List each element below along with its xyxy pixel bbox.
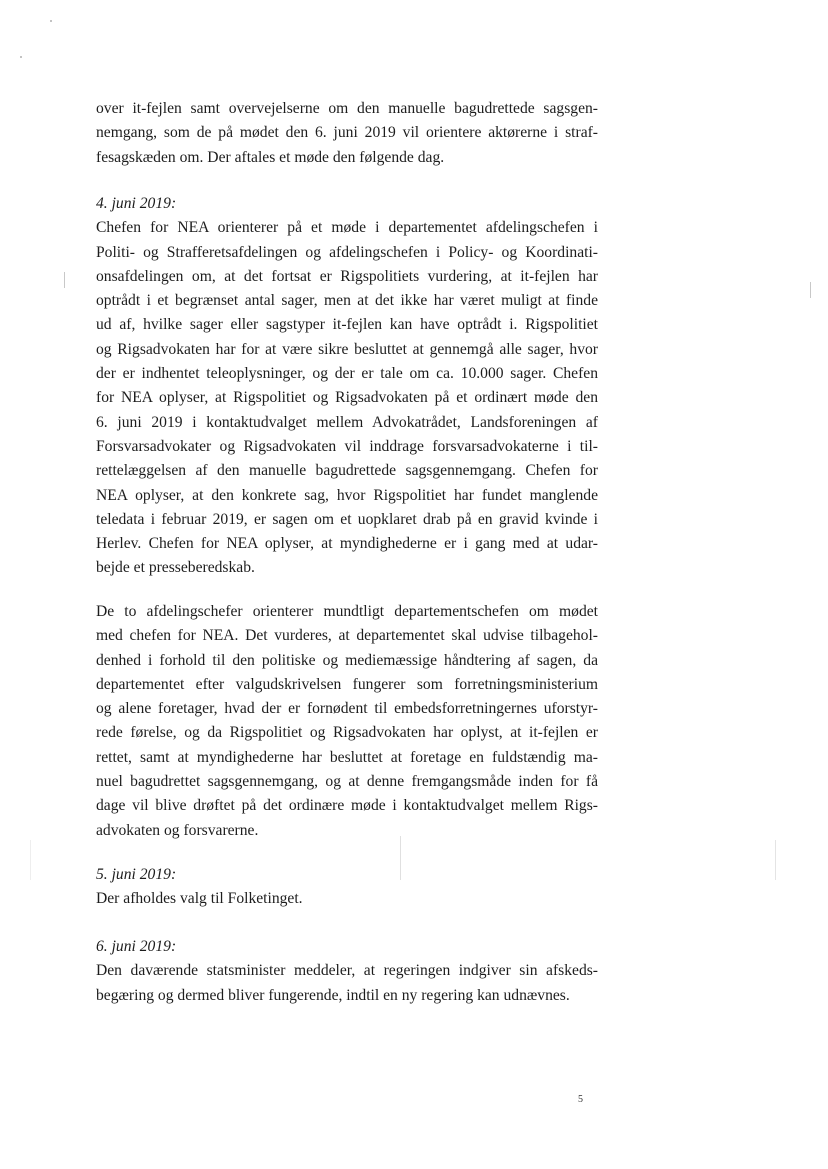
entry-june-5 (96, 863, 598, 912)
scan-speck (20, 56, 22, 58)
text-line: med chefen for NEA. Det vurderes, at departementet skal udvise tilbagehol- (96, 627, 598, 645)
text-line: Forsvarsadvokater og Rigsadvokaten vil inddrage forsvarsadvokaterne i til- (96, 437, 598, 455)
text-line: dage vil blive drøftet på det ordinære møde i kontaktudvalget mellem Rigs- (96, 797, 598, 815)
text-line: Der afholdes valg til Folketinget. (96, 890, 303, 908)
text-line: nuel bagudrettet sagsgennemgang, og at denne fremgangsmåde inden for få (96, 773, 598, 791)
text-line: og Rigsadvokaten har for at være sikre besluttet at gennemgå alle sager, hvor (96, 340, 598, 358)
scan-speck (50, 20, 52, 22)
scan-line-mark (775, 840, 776, 880)
text-line: Herlev. Chefen for NEA oplyser, at myndighederne er i gang med at udar- (96, 535, 598, 553)
text-line: rede førelse, og da Rigspolitiet og Rigsadvokaten har oplyst, at it-fejlen er (96, 724, 598, 742)
entry-date-heading: 4. juni 2019: (96, 195, 177, 212)
text-line: onsafdelingen om, at det fortsat er Rigspolitiets vurdering, at it-fejlen har (96, 267, 598, 285)
text-line: 6. juni 2019 i kontaktudvalget mellem Advokatrådet, Landsforeningen af (96, 413, 598, 431)
text-line: optrådt i et begrænset antal sager, men at det ikke har været muligt at finde (96, 292, 598, 310)
text-line: og alene foretager, hvad der er fornødent til embedsforretningernes uforstyr- (96, 700, 598, 718)
text-line: NEA oplyser, at den konkrete sag, hvor Rigspolitiet har fundet manglende (96, 486, 598, 504)
text-line: begæring og dermed bliver fungerende, indtil en ny regering kan udnævnes. (96, 986, 570, 1004)
entry-date-heading: 5. juni 2019: (96, 866, 177, 883)
text-line: teledata i februar 2019, er sagen om et uopklaret drab på en gravid kvinde i (96, 510, 598, 528)
text-line: De to afdelingschefer orienterer mundtligt departementschefen om mødet (96, 603, 598, 620)
text-line: Politi- og Strafferetsafdelingen og afdelingschefen i Policy- og Koordinati- (96, 243, 598, 261)
scan-line-mark (64, 272, 65, 288)
department-paragraph (96, 600, 598, 843)
text-line: nemgang, som de på mødet den 6. juni 2019 vil orientere aktørerne i straf- (96, 124, 598, 142)
entry-date-heading: 6. juni 2019: (96, 938, 177, 955)
intro-paragraph (96, 97, 598, 170)
text-line: der er indhentet teleoplysninger, og der er tale om ca. 10.000 sager. Chefen (96, 365, 598, 383)
page-number: 5 (578, 1094, 583, 1105)
scan-line-mark (810, 282, 811, 298)
scan-line-mark (30, 840, 31, 880)
text-line: fesagskæden om. Der aftales et møde den følgende dag. (96, 148, 445, 166)
text-line: rettet, samt at myndighederne har besluttet at foretage en fuldstændig ma- (96, 748, 598, 766)
text-line: departementet efter valgudskrivelsen fungerer som forretningsministerium (96, 675, 598, 693)
text-line: ud af, hvilke sager eller sagstyper it-fejlen kan have optrådt i. Rigspolitiet (96, 316, 598, 334)
entry-june-4 (96, 192, 598, 581)
entry-june-6 (96, 935, 598, 1008)
text-line: advokaten og forsvarerne. (96, 821, 259, 839)
text-line: Den daværende statsminister meddeler, at regeringen indgiver sin afskeds- (96, 962, 598, 980)
text-line: denhed i forhold til den politiske og mediemæssige håndtering af sagen, da (96, 651, 598, 669)
text-line: bejde et presseberedskab. (96, 559, 255, 577)
text-line: for NEA oplyser, at Rigspolitiet og Rigsadvokaten på et ordinært møde den (96, 389, 598, 407)
text-line: Chefen for NEA orienterer på et møde i departementet afdelingschefen i (96, 219, 598, 237)
text-line: over it-fejlen samt overvejelserne om den manuelle bagudrettede sagsgen- (96, 100, 598, 117)
text-line: rettelæggelsen af den manuelle bagudrettede sagsgennemgang. Chefen for (96, 462, 598, 480)
